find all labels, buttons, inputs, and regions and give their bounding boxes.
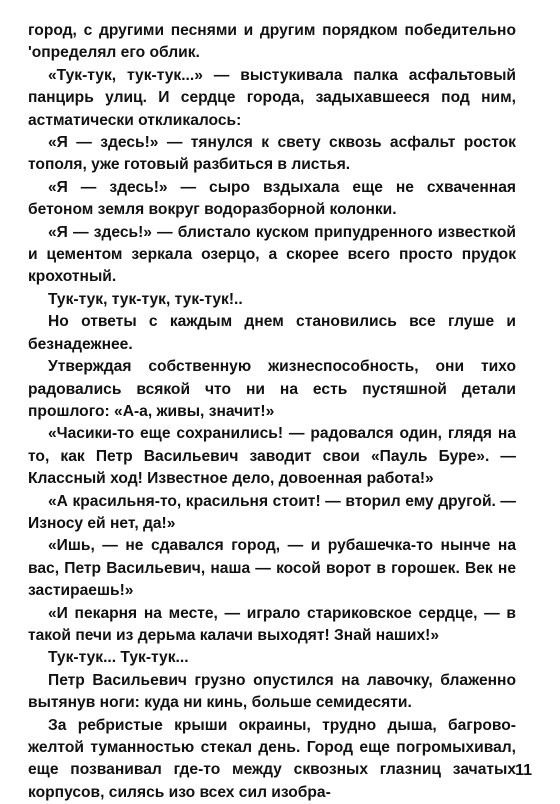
body-text — [28, 20, 516, 804]
paragraph: Утверждая собственную жизнеспособность, они тихо радовались всякой что ни на есть пустяшной детали прошлого: «А-а, живы, значит!» — [28, 358, 516, 420]
paragraph: Тук-тук, тук-тук, тук-тук!.. — [48, 290, 243, 308]
paragraph: «Тук-тук, тук-тук...» — выстукивала палка асфальтовый панцирь улиц. И сердце города, задыхавшееся под ним, астматически откликалось: — [28, 66, 516, 129]
paragraph: За ребристые крыши окраины, трудно дыша, багрово-желтой туманностью стекал день. Город еще погромыхивал, еще позванивал где-то между сквозных глазниц зачатых корпусов, силясь изо всех сил изобра- — [28, 716, 516, 801]
page-number: 11 — [515, 762, 532, 779]
paragraph: город, с другими песнями и другим порядком победительно 'определял его облик. — [28, 22, 516, 62]
paragraph: «Я — здесь!» — сыро вздыхала еще не схваченная бетоном земля вокруг водоразборной колонки. — [28, 178, 516, 219]
paragraph: «Часики-то еще сохранились! — радовался один, глядя на то, как Петр Васильевич заводит свои «Пауль Буре». — Классный ход! Известное дело, довоенная работа!» — [28, 425, 516, 488]
paragraph: «А красильня-то, красильня стоит! — вторил ему другой. — Износу ей нет, да!» — [28, 492, 516, 532]
paragraph: «Я — здесь!» — тянулся к свету сквозь асфальт росток тополя, уже готовый разбиться в листья. — [28, 134, 516, 174]
paragraph: «Ишь, — не сдавался город, — и рубашечка-то нынче на вас, Петр Васильевич, наша — косой ворот в горошек. Век не застираешь!» — [28, 537, 516, 600]
paragraph: Петр Васильевич грузно опустился на лавочку, блаженно вытянув ноги: куда ни кинь, больше семидесяти. — [28, 671, 516, 712]
paragraph: Но ответы с каждым днем становились все глуше и безнадежнее. — [28, 313, 516, 353]
paragraph: «Я — здесь!» — блистало куском припудренного известкой и цементом зеркала озерцо, а скорее всего просто прудок крохотный. — [28, 223, 516, 286]
paragraph: Тук-тук... Тук-тук... — [48, 649, 189, 667]
paragraph: «И пекарня на месте, — играло стариковское сердце, — в такой печи из дерьма калачи выходят! Знай наших!» — [28, 604, 516, 644]
